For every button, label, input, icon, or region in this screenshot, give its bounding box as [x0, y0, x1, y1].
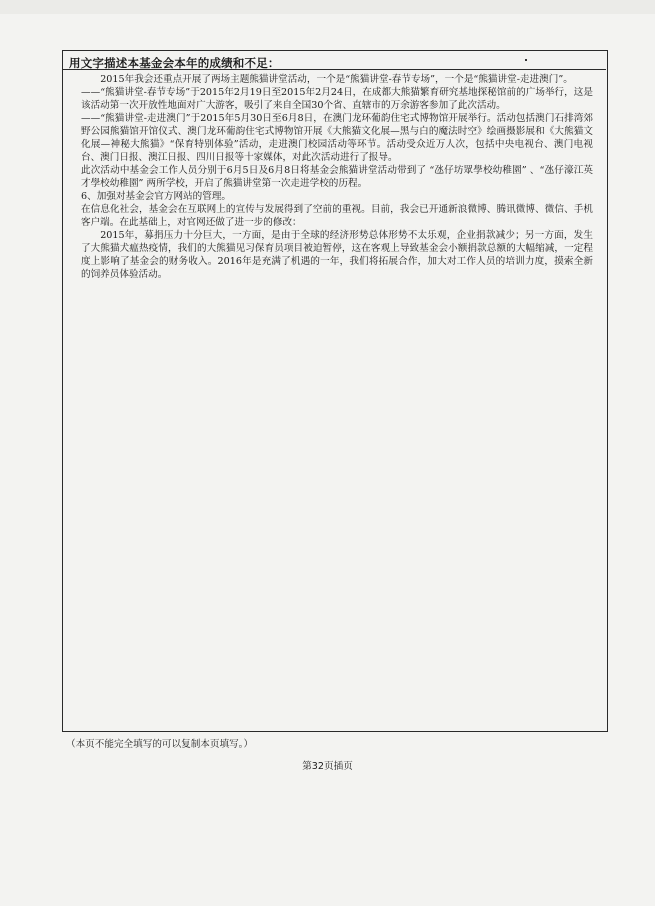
- stray-mark: [525, 59, 527, 61]
- paragraph-spring-festival: ——“熊猫讲堂-春节专场”于2015年2月19日至2015年2月24日，在成都大熊猫繁育研究基地探秘馆前的广场举行，这是该活动第一次开放性地面对广大游客，吸引了来自全国30个省、直辖市的万余游客参加了此次活动。: [81, 87, 593, 111]
- report-body: [81, 73, 593, 281]
- report-form-box: [62, 50, 608, 732]
- paragraph-website-heading: 6、加强对基金会官方网站的管理。: [81, 191, 232, 202]
- page-number: 第32页插页: [302, 761, 353, 772]
- page-top-edge: [0, 0, 655, 14]
- title-divider: [63, 69, 606, 70]
- paragraph-macau-event: ——“熊猫讲堂-走进澳门”于2015年5月30日至6月8日，在澳门龙环葡韵住宅式博物馆开展举行。活动包括澳门石排湾郊野公园熊猫馆开馆仪式、澳门龙环葡韵住宅式博物馆开展《大熊猫文化展—黑与白的魔法时空》绘画摄影展和《大熊猫文化展—神秘大熊猫》“保育特别体验”活动，走进澳门校园活动等环节。活动受众近万人次，包括中央电视台、澳门电视台、澳门日报、澳江日报、四川日报等十家媒体，对此次活动进行了报导。: [81, 113, 593, 163]
- section-title: 用文字描述本基金会本年的成绩和不足：: [69, 56, 280, 70]
- footnote: （本页不能完全填写的可以复制本页填写。）: [66, 739, 254, 750]
- paragraph-schools: 此次活动中基金会工作人员分别于6月5日及6月8日将基金会熊猫讲堂活动带到了 “氹仔坊眾學校幼稚園” 、“氹仔濠江英才學校幼稚園” 两所学校，开启了熊猫讲堂第一次走进学校的历程。: [81, 165, 593, 189]
- paragraph-website: 在信息化社会，基金会在互联网上的宣传与发展得到了空前的重视。目前，我会已开通新浪微博、腾讯微博、微信、手机客户端。在此基础上，对官网还做了进一步的修改：: [81, 204, 593, 228]
- paragraph-fundraising: 2015年，募捐压力十分巨大，一方面，是由于全球的经济形势总体形势不太乐观，企业捐款减少；另一方面，发生了大熊猫犬瘟热疫情，我们的大熊猫见习保育员项目被迫暂停，这在客观上导致基金会小额捐款总额的大幅缩减，一定程度上影响了基金会的财务收入。2016年是充满了机遇的一年，我们将拓展合作，加大对工作人员的培训力度，摸索全新的饲养员体验活动。: [81, 230, 593, 280]
- paragraph-intro: 2015年我会还重点开展了两场主题熊猫讲堂活动，一个是“熊猫讲堂-春节专场”，一个是“熊猫讲堂-走进澳门”。: [100, 74, 573, 85]
